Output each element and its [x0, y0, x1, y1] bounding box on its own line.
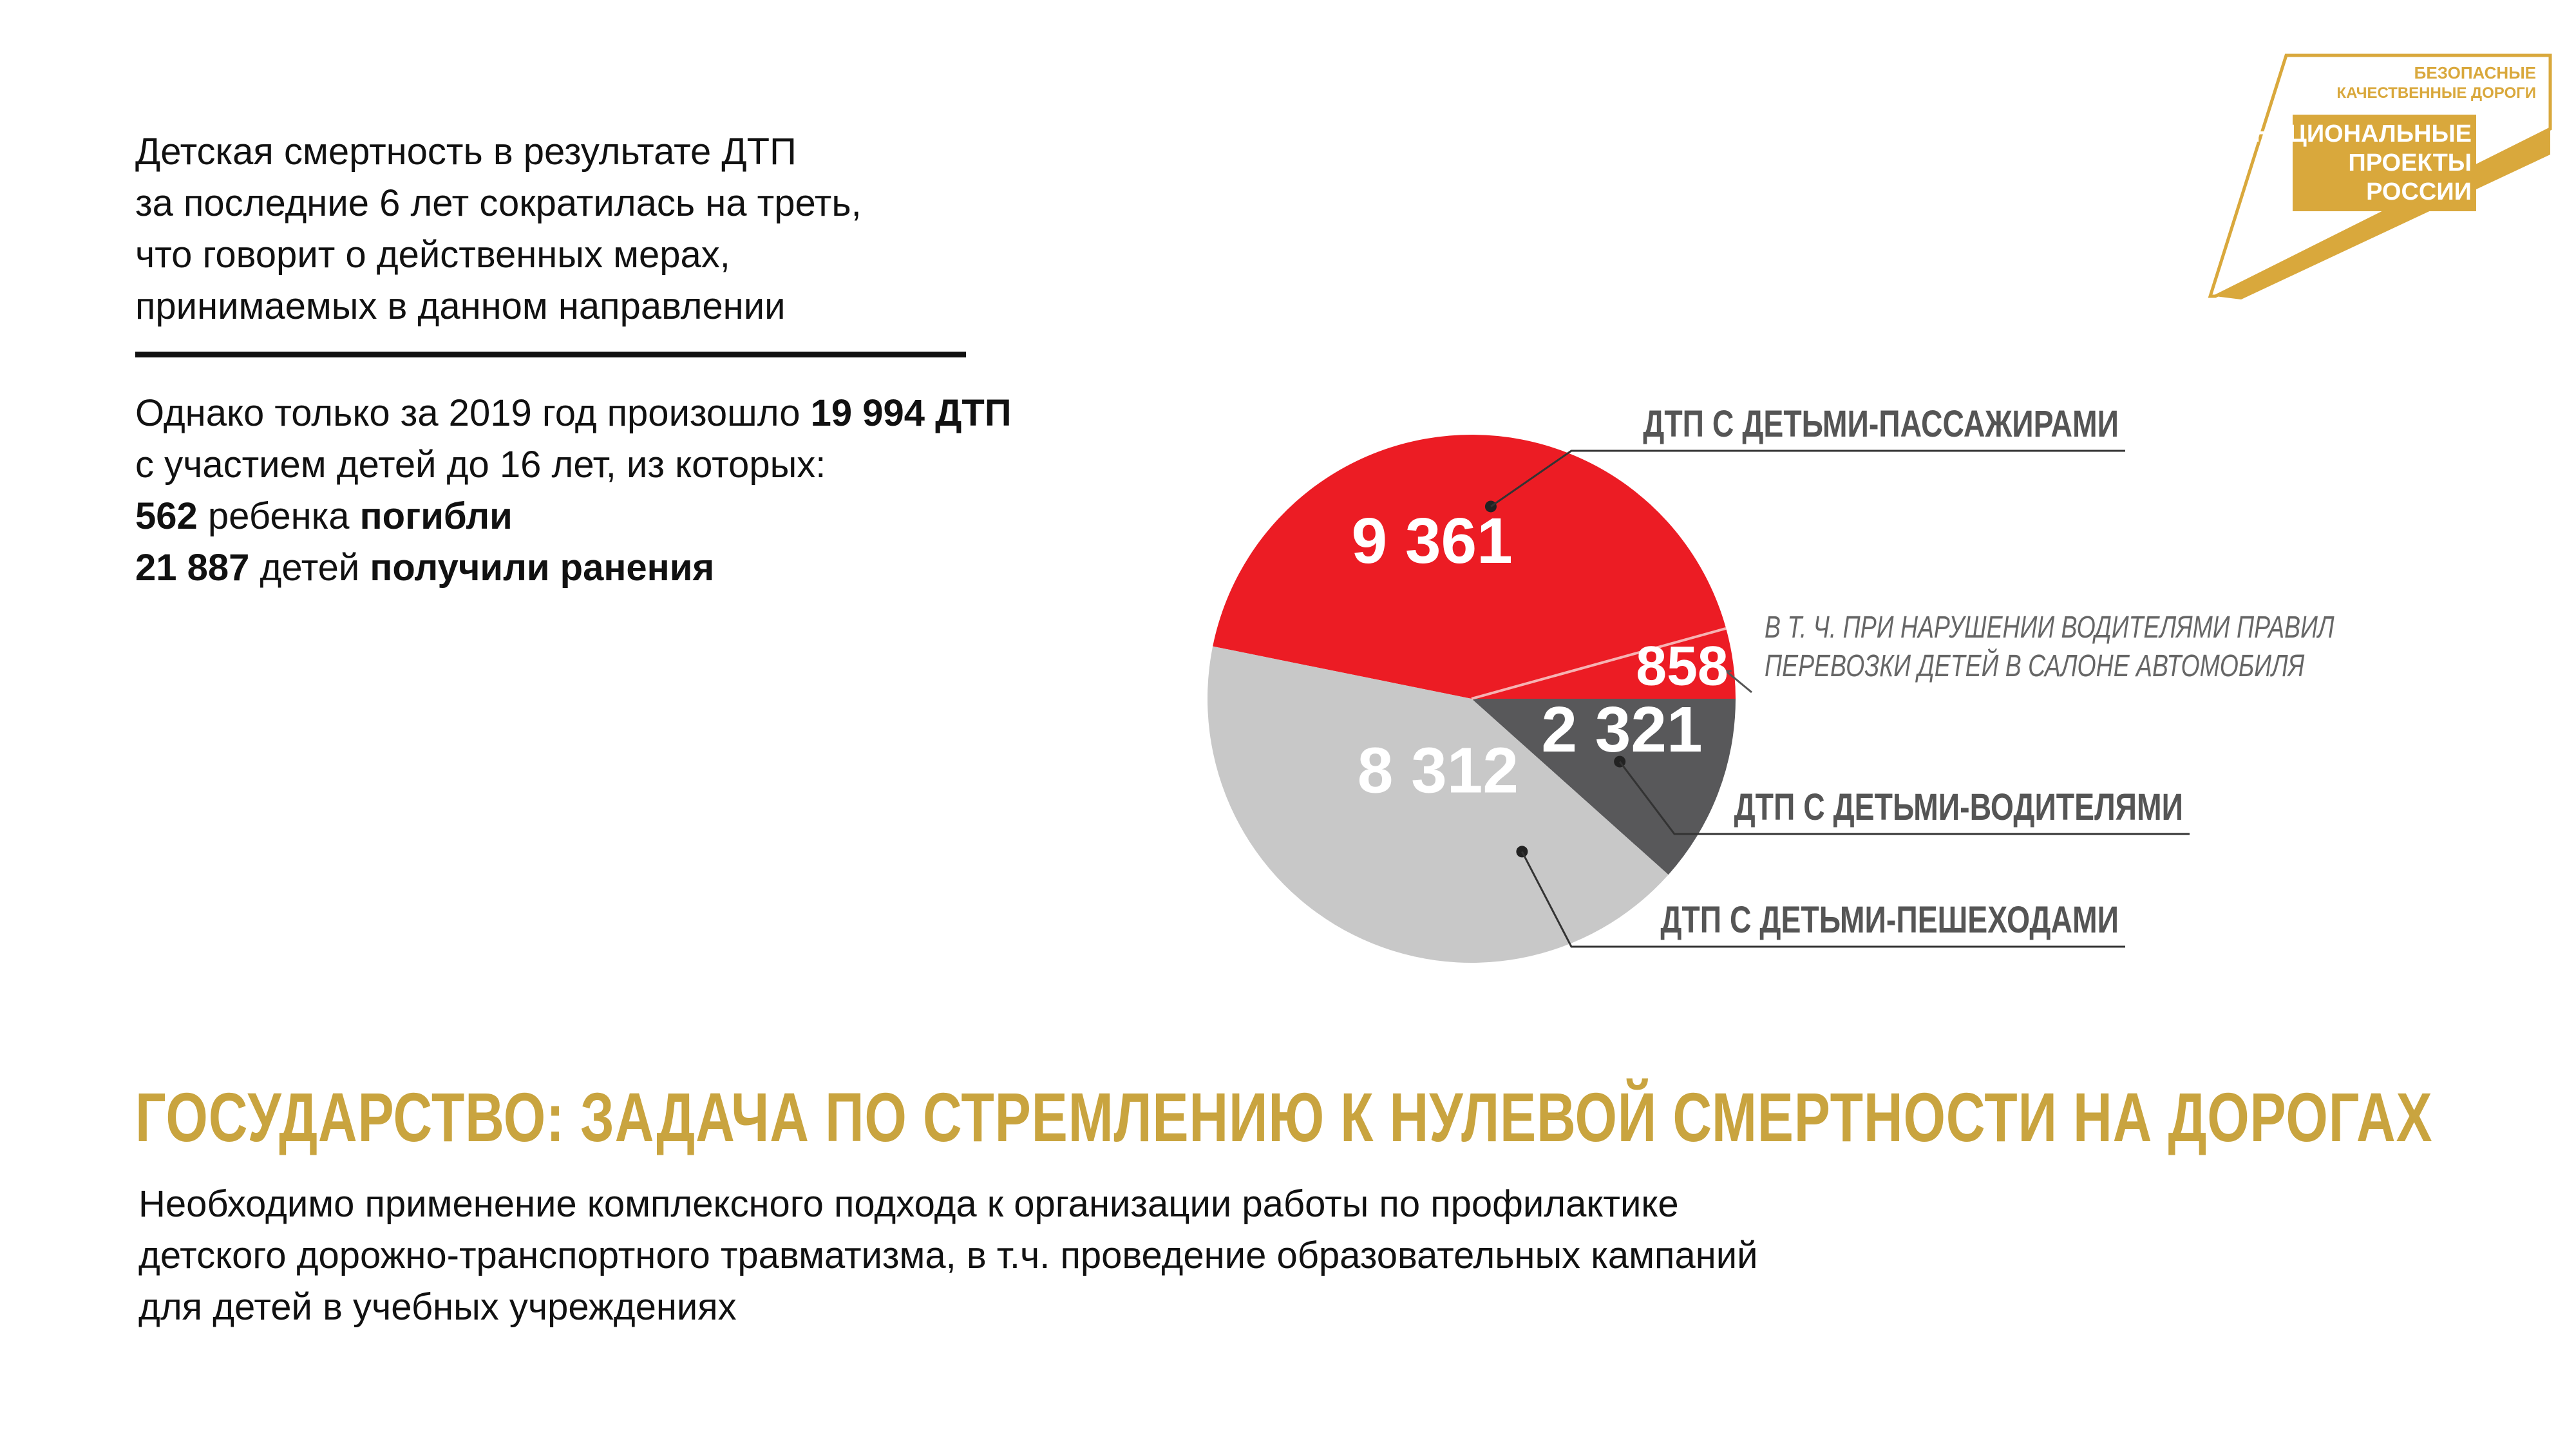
- intro-line: что говорит о действенных мерах,: [135, 234, 730, 276]
- slice-label-sub: 858: [1636, 635, 1728, 697]
- sub-segment-desc-line: В Т. Ч. ПРИ НАРУШЕНИИ ВОДИТЕЛЯМИ ПРАВИЛ: [1765, 610, 2334, 645]
- section-heading: ГОСУДАРСТВО: ЗАДАЧА ПО СТРЕМЛЕНИЮ К НУЛЕВОЙ СМЕРТНОСТИ НА ДОРОГАХ: [135, 1078, 2433, 1156]
- intro-line: за последние 6 лет сократилась на треть,: [135, 182, 862, 224]
- conclusion-line: для детей в учебных учреждениях: [138, 1286, 737, 1328]
- logo-line-4: ПРОЕКТЫ: [2348, 149, 2472, 176]
- facts-text: ребенка: [197, 495, 360, 537]
- leader-passengers-label: ДТП С ДЕТЬМИ-ПАССАЖИРАМИ: [1643, 403, 2119, 446]
- conclusion-line: Необходимо применение комплексного подхода к организации работы по профилактике: [138, 1183, 1679, 1225]
- slice-label-passengers: 9 361: [1351, 505, 1513, 578]
- leader-drivers-label: ДТП С ДЕТЬМИ-ВОДИТЕЛЯМИ: [1734, 786, 2184, 829]
- facts-line-2: с участием детей до 16 лет, из которых:: [135, 444, 826, 486]
- killed-count: 562: [135, 495, 198, 537]
- conclusion-text: [138, 1179, 2199, 1333]
- conclusion-line: детского дорожно-транспортного травматизма, в т.ч. проведение образовательных кампаний: [138, 1235, 1758, 1276]
- logo-line-1: БЕЗОПАСНЫЕ: [2414, 63, 2536, 82]
- intro-line: принимаемых в данном направлении: [135, 285, 786, 327]
- facts-text: Однако только за 2019 год произошло: [135, 392, 811, 434]
- logo-line-2: КАЧЕСТВЕННЫЕ ДОРОГИ: [2336, 84, 2536, 102]
- logo-line-5: РОССИИ: [2366, 178, 2472, 205]
- killed-label: погибли: [359, 495, 513, 537]
- sub-segment-desc-line: ПЕРЕВОЗКИ ДЕТЕЙ В САЛОНЕ АВТОМОБИЛЯ: [1765, 649, 2305, 684]
- injured-label: получили ранения: [370, 547, 715, 589]
- facts-text: детей: [249, 547, 370, 589]
- accident-total: 19 994 ДТП: [810, 392, 1012, 434]
- logo-line-3: НАЦИОНАЛЬНЫЕ: [2253, 120, 2472, 147]
- slice-label-drivers: 2 321: [1541, 693, 1703, 766]
- injured-count: 21 887: [135, 547, 250, 589]
- leader-pedestrians-label: ДТП С ДЕТЬМИ-ПЕШЕХОДАМИ: [1660, 899, 2119, 942]
- slice-label-pedestrians: 8 312: [1357, 734, 1519, 807]
- intro-line: Детская смертность в результате ДТП: [135, 131, 797, 173]
